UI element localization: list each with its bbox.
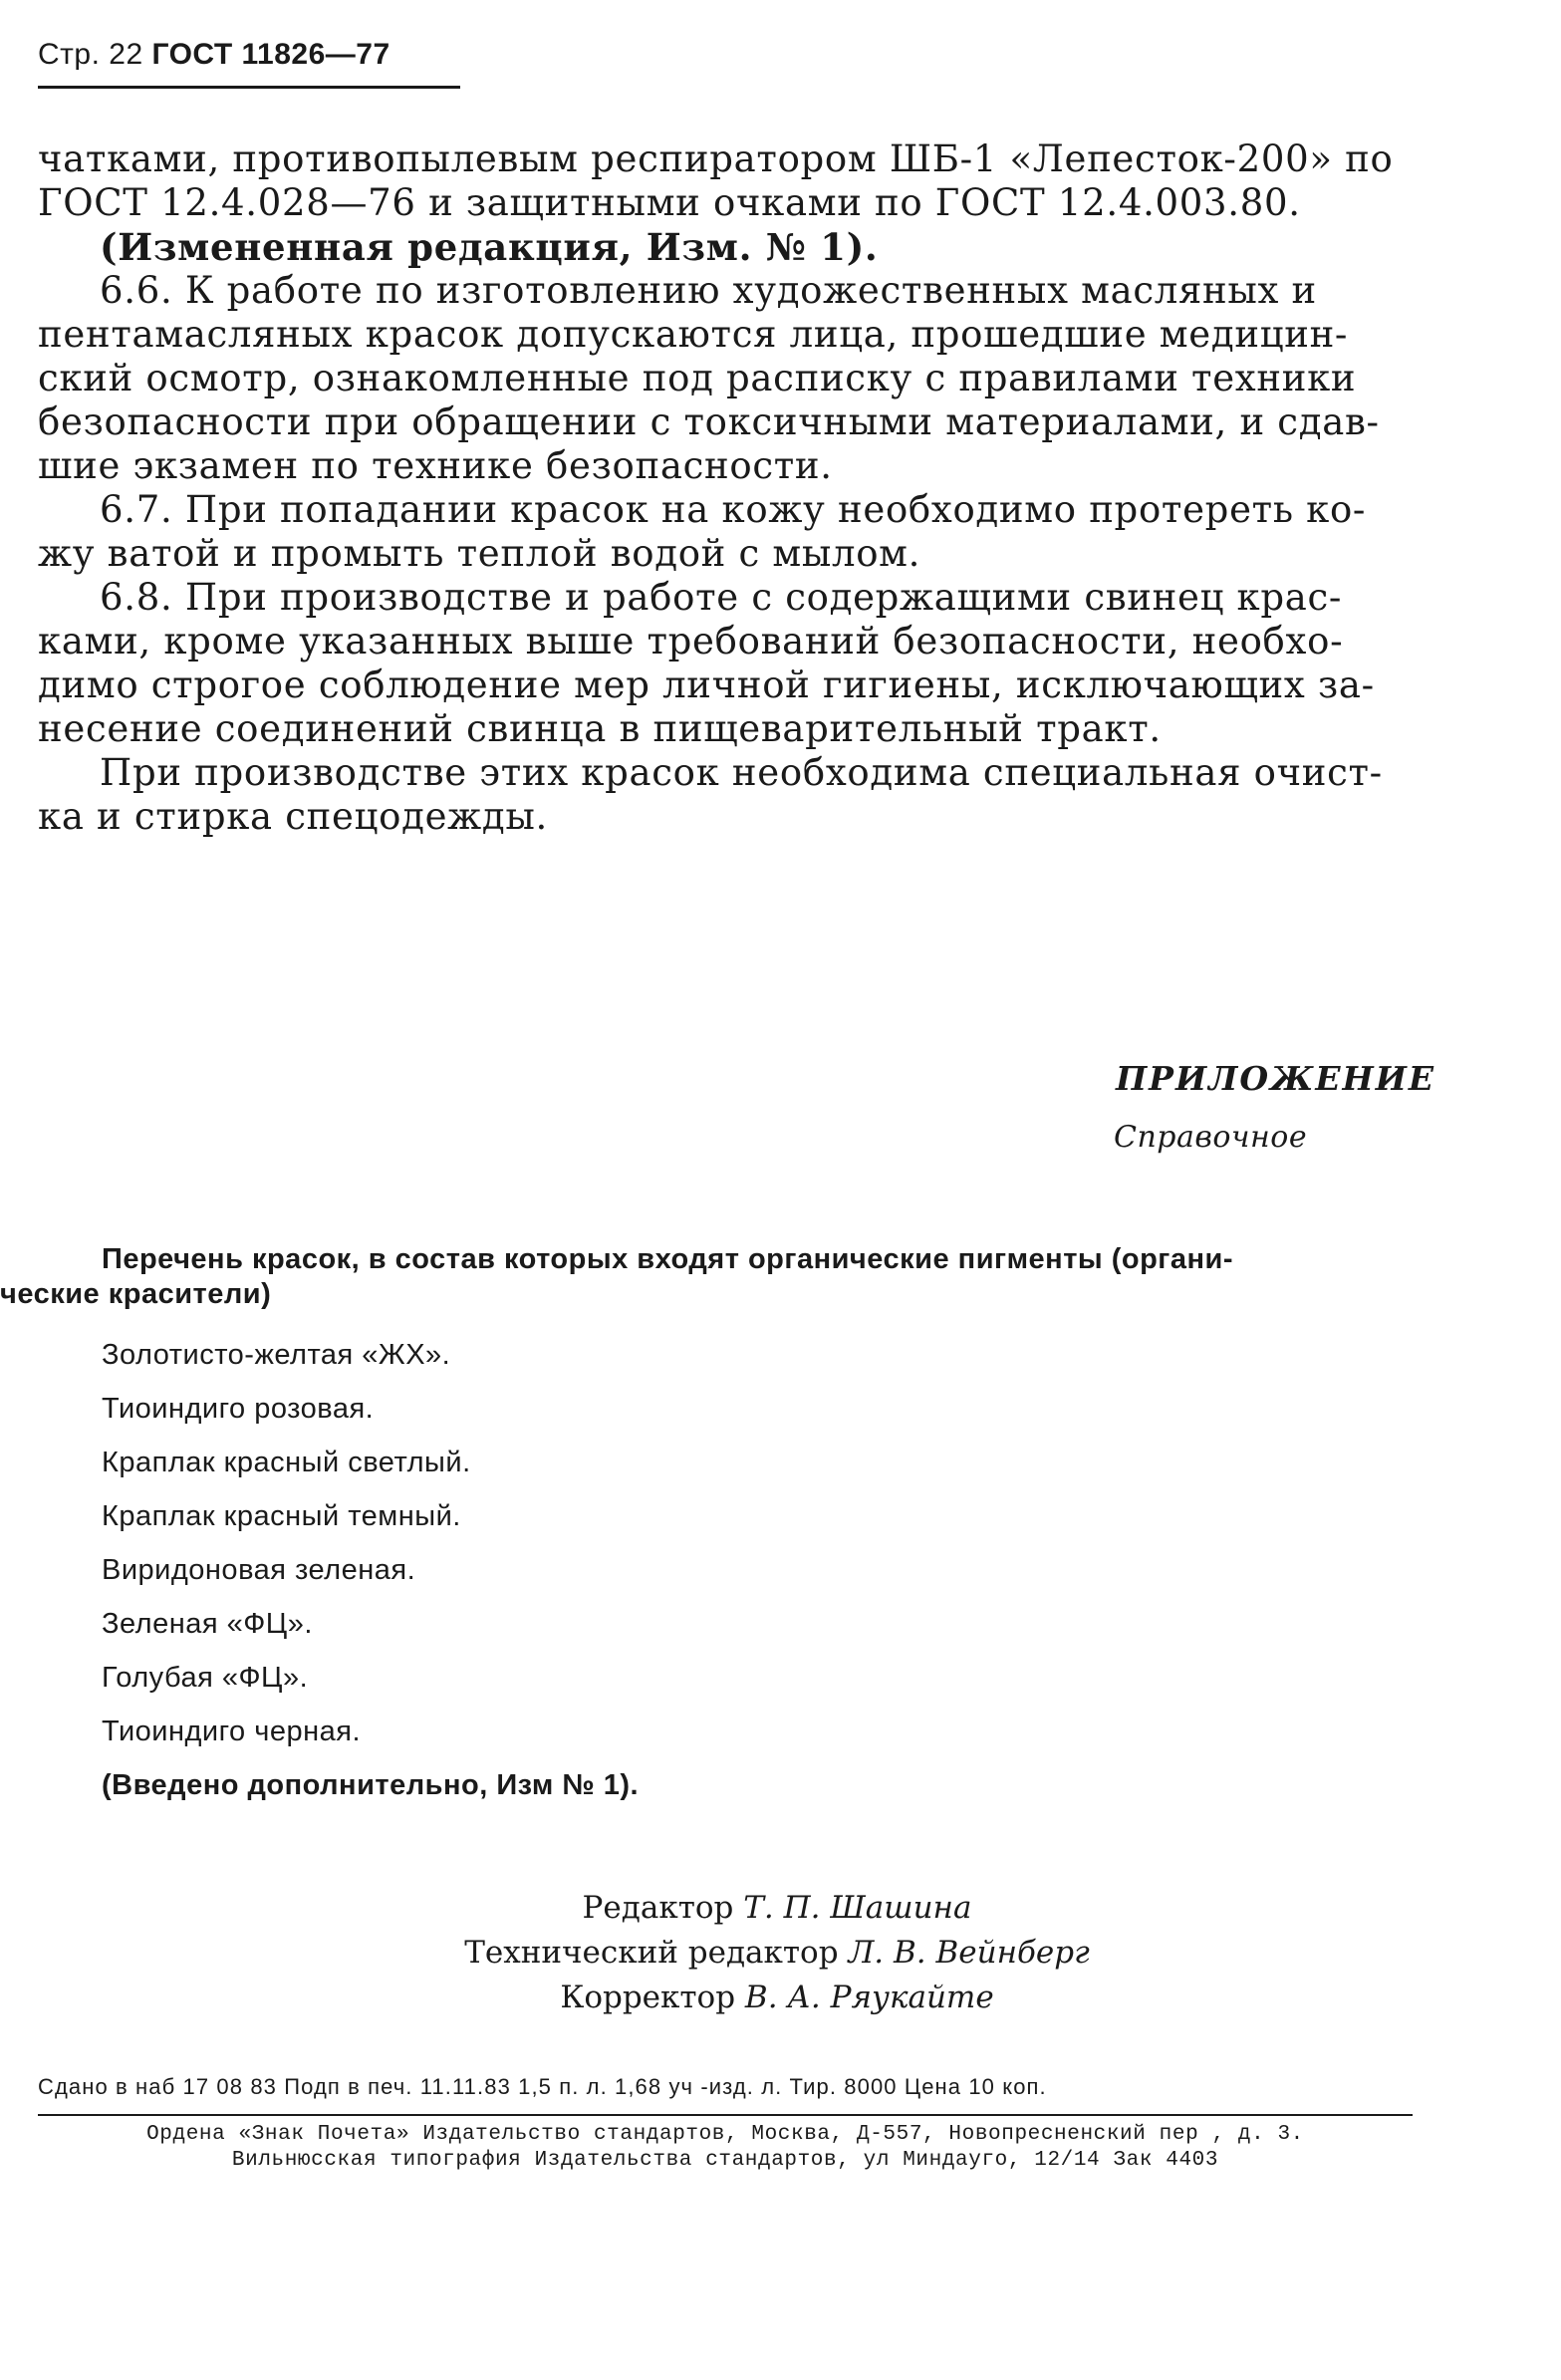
running-header — [38, 38, 390, 72]
credit-role: Технический редактор — [464, 1935, 839, 1971]
imprint-rule — [38, 2114, 1413, 2116]
clause-6-6: 6.6. К работе по изготовлению художественных масляных и — [100, 269, 1317, 312]
body-line: димо строгое соблюдение мер личной гигиены, исключающих за- — [38, 663, 1375, 706]
printer-info — [38, 2122, 1413, 2174]
clause-6-7: 6.7. При попадании красок на кожу необходимо протереть ко- — [100, 488, 1367, 531]
credit-role: Редактор — [582, 1890, 734, 1926]
revision-note: (Измененная редакция, Изм. № 1). — [100, 225, 879, 269]
body-line: шие экзамен по технике безопасности. — [38, 444, 833, 487]
list-item: Виридоновая зеленая. — [102, 1554, 416, 1586]
header-rule — [38, 86, 460, 89]
list-item: Зеленая «ФЦ». — [102, 1608, 313, 1640]
credit-editor — [379, 1886, 1175, 1931]
list-title — [0, 1242, 1436, 1312]
list-title-line: Перечень красок, в состав которых входят органические пигменты (органи- — [102, 1243, 1234, 1275]
body-paragraph-start: При производстве этих красок необходима специальная очист- — [100, 751, 1383, 794]
appendix-subtitle: Справочное — [1114, 1120, 1308, 1155]
credit-role: Корректор — [560, 1980, 736, 2015]
credits — [379, 1886, 1175, 2020]
list-item: Золотисто-желтая «ЖХ». — [102, 1339, 451, 1371]
clause-6-8: 6.8. При производстве и работе с содержащими свинец крас- — [100, 576, 1343, 619]
credit-person: Т. П. Шашина — [743, 1890, 972, 1926]
body-line: несение соединений свинца в пищеварительный тракт. — [38, 707, 1162, 750]
list-item: Тиоиндиго черная. — [102, 1716, 361, 1747]
body-line: безопасности при обращении с токсичными материалами, и сдав- — [38, 400, 1380, 443]
body-line: ский осмотр, ознакомленные под расписку с правилами техники — [38, 357, 1357, 399]
credit-proofreader — [379, 1976, 1175, 2020]
imprint-line: Сдано в наб 17 08 83 Подп в печ. 11.11.83 1,5 п. л. 1,68 уч -изд. л. Тир. 8000 Цена 10 коп. — [38, 2074, 1047, 2099]
credit-person: Л. В. Вейнберг — [848, 1935, 1090, 1971]
page-number: Стр. 22 — [38, 38, 143, 71]
list-item: Краплак красный светлый. — [102, 1447, 471, 1478]
body-text — [38, 137, 1432, 839]
list-item: Тиоиндиго розовая. — [102, 1393, 375, 1425]
printer-line: Ордена «Знак Почета» Издательство стандартов, Москва, Д-557, Новопресненский пер , д. 3. — [146, 2123, 1304, 2146]
body-line: ГОСТ 12.4.028—76 и защитными очками по ГОСТ 12.4.003.80. — [38, 181, 1301, 224]
printer-line: Вильнюсская типография Издательства стандартов, ул Миндауго, 12/14 Зак 4403 — [231, 2149, 1219, 2172]
list-title-line: ческие красители) — [0, 1278, 272, 1310]
body-line: ками, кроме указанных выше требований безопасности, необхо- — [38, 620, 1344, 662]
body-line: чатками, противопылевым респиратором ШБ-1 «Лепесток-200» по — [38, 137, 1394, 180]
paint-list — [102, 1328, 639, 1812]
body-line: жу ватой и промыть теплой водой с мылом. — [38, 532, 921, 575]
body-line: пентамасляных красок допускаются лица, прошедшие медицин- — [38, 313, 1349, 356]
list-note: (Введено дополнительно, Изм № 1). — [102, 1769, 640, 1801]
standard-code: ГОСТ 11826—77 — [151, 38, 390, 71]
list-item: Краплак красный темный. — [102, 1500, 461, 1532]
credit-person: В. А. Ряукайте — [744, 1980, 994, 2015]
list-item: Голубая «ФЦ». — [102, 1662, 309, 1694]
appendix-title: ПРИЛОЖЕНИЕ — [1116, 1059, 1436, 1098]
credit-tech-editor — [379, 1931, 1175, 1976]
body-line: ка и стирка спецодежды. — [38, 795, 549, 838]
